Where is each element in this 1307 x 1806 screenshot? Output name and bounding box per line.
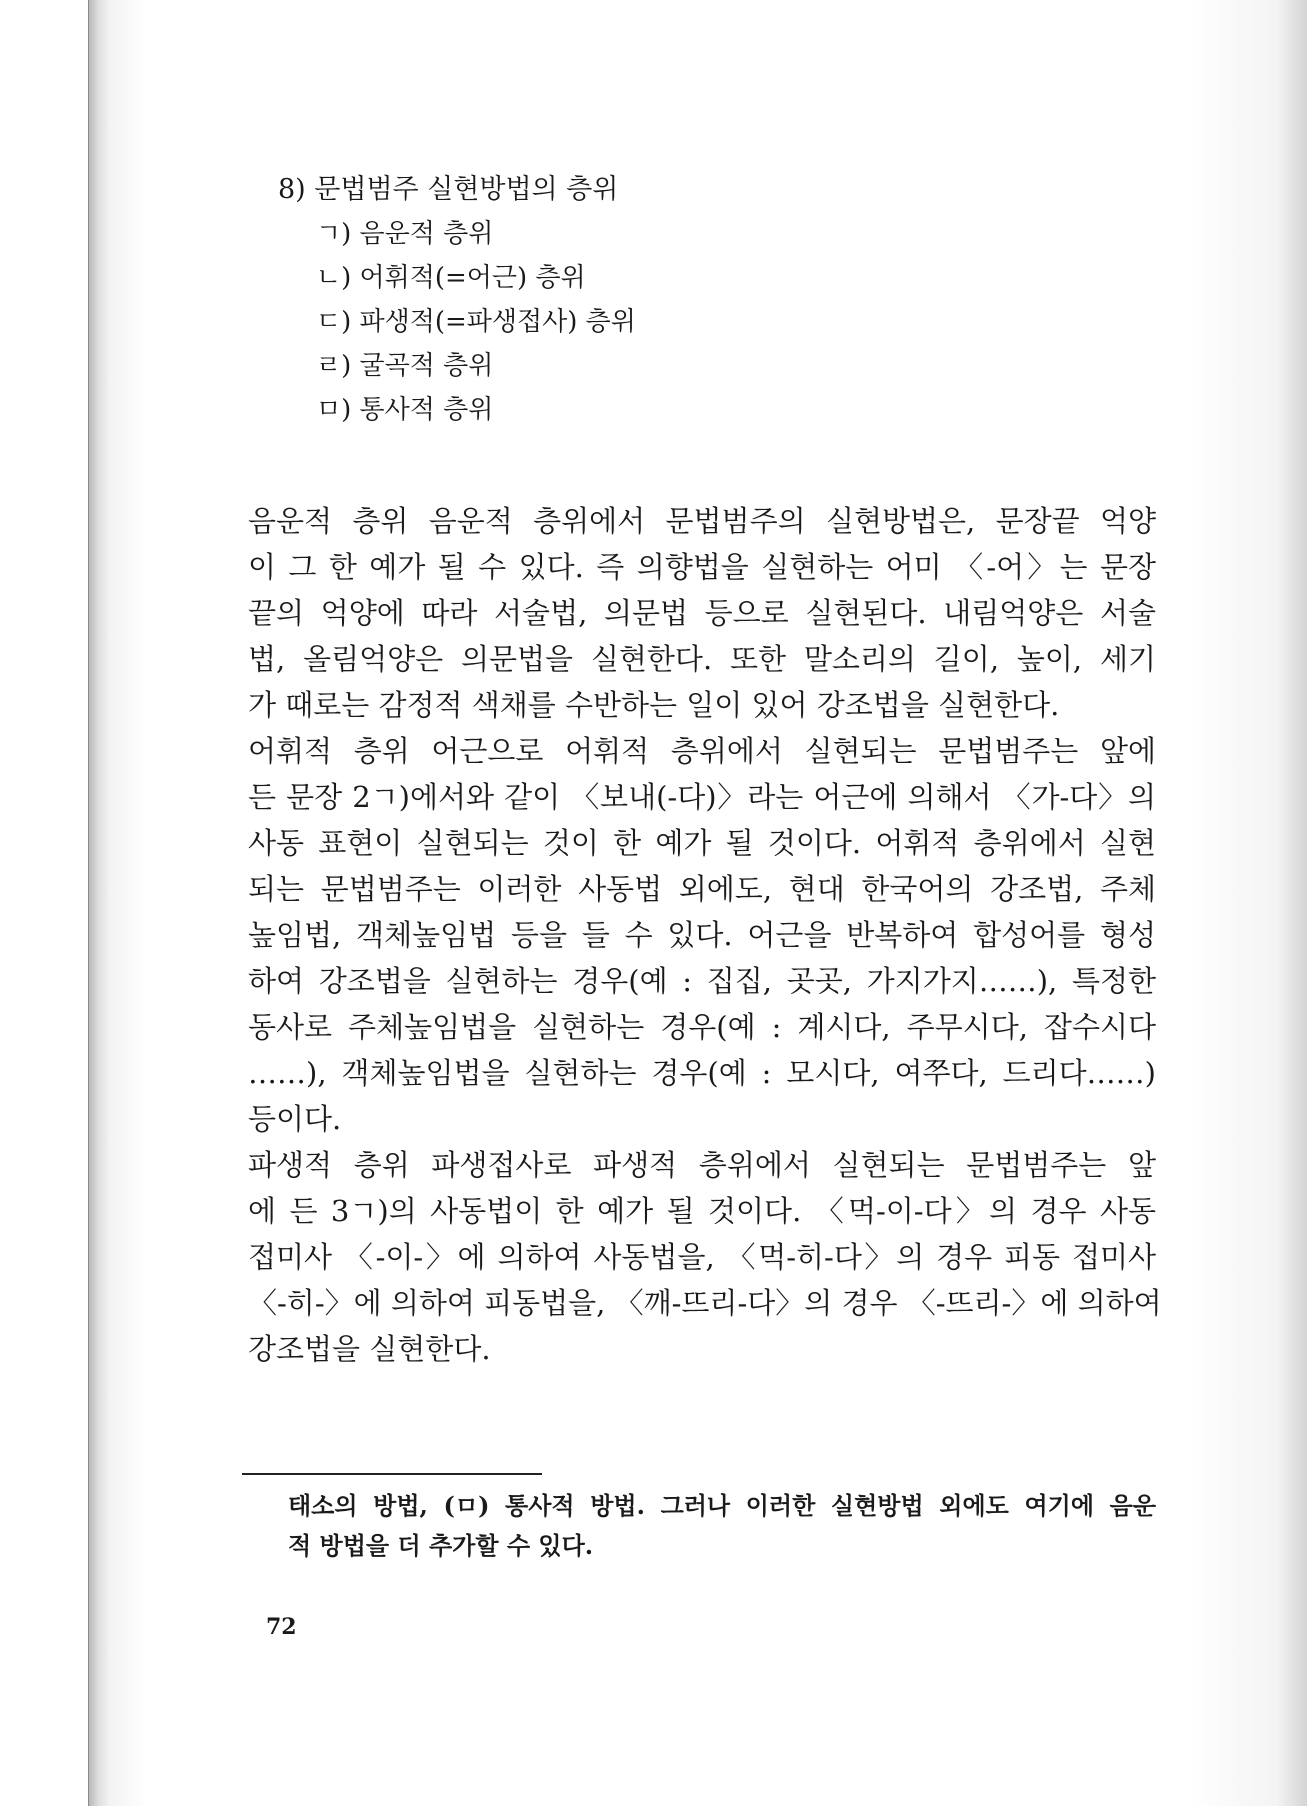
paragraph-lexical bbox=[248, 728, 1156, 1142]
footnote bbox=[288, 1486, 1156, 1566]
page-shadow bbox=[1277, 0, 1307, 1806]
footnote-divider bbox=[242, 1473, 542, 1475]
outline-item: ㄷ) 파생적(=파생접사) 층위 bbox=[316, 307, 636, 337]
page-number: 72 bbox=[266, 1614, 297, 1640]
outline-list bbox=[278, 168, 636, 432]
outline-item: ㄱ) 음운적 층위 bbox=[316, 219, 494, 249]
text-line: 하여 강조법을 실현하는 경우(예 : 집집, 곳곳, 가지가지……), 특정한 bbox=[248, 964, 1156, 998]
text-line: 등이다. bbox=[248, 1102, 342, 1136]
text-line: 높임법, 객체높임법 등을 들 수 있다. 어근을 반복하여 합성어를 형성 bbox=[248, 918, 1156, 952]
text-line: ……), 객체높임법을 실현하는 경우(예 : 모시다, 여쭈다, 드리다……) bbox=[248, 1056, 1156, 1090]
text-line: 파생적 층위 파생접사로 파생적 층위에서 실현되는 문법범주는 앞 bbox=[248, 1148, 1156, 1182]
text-line: 이 그 한 예가 될 수 있다. 즉 의향법을 실현하는 어미 〈-어〉는 문장 bbox=[248, 550, 1156, 584]
text-line: 어휘적 층위 어근으로 어휘적 층위에서 실현되는 문법범주는 앞에 bbox=[248, 734, 1156, 768]
footnote-line: 태소의 방법, (ㅁ) 통사적 방법. 그러나 이러한 실현방법 외에도 여기에 음운 bbox=[288, 1491, 1156, 1520]
text-line: 사동 표현이 실현되는 것이 한 예가 될 것이다. 어휘적 층위에서 실현 bbox=[248, 826, 1156, 860]
text-line: 음운적 층위 음운적 층위에서 문법범주의 실현방법은, 문장끝 억양 bbox=[248, 504, 1156, 538]
paragraph-phonological bbox=[248, 498, 1156, 728]
text-line: 동사로 주체높임법을 실현하는 경우(예 : 계시다, 주무시다, 잡수시다 bbox=[248, 1010, 1156, 1044]
text-line: 에 든 3ㄱ)의 사동법이 한 예가 될 것이다. 〈먹-이-다〉의 경우 사동 bbox=[248, 1194, 1156, 1228]
outline-title: 8) 문법범주 실현방법의 층위 bbox=[278, 174, 619, 205]
text-line: 되는 문법범주는 이러한 사동법 외에도, 현대 한국어의 강조법, 주체 bbox=[248, 872, 1156, 906]
text-line: 끝의 억양에 따라 서술법, 의문법 등으로 실현된다. 내림억양은 서술 bbox=[248, 596, 1156, 630]
outline-item: ㄹ) 굴곡적 층위 bbox=[316, 351, 494, 381]
text-line: 접미사 〈-이-〉에 의하여 사동법을, 〈먹-히-다〉의 경우 피동 접미사 bbox=[248, 1240, 1156, 1274]
body-text bbox=[248, 498, 1162, 1372]
paragraph-derivational bbox=[248, 1142, 1162, 1372]
footnote-line: 적 방법을 더 추가할 수 있다. bbox=[288, 1531, 594, 1560]
text-line: 법, 올림억양은 의문법을 실현한다. 또한 말소리의 길이, 높이, 세기 bbox=[248, 642, 1156, 676]
text-line: 〈-히-〉에 의하여 피동법을, 〈깨-뜨리-다〉의 경우 〈-뜨리-〉에 의하여 bbox=[248, 1286, 1162, 1320]
text-line: 든 문장 2ㄱ)에서와 같이 〈보내(-다)〉라는 어근에 의해서 〈가-다〉의 bbox=[248, 780, 1156, 814]
outline-item: ㄴ) 어휘적(=어근) 층위 bbox=[316, 263, 586, 293]
text-line: 가 때로는 감정적 색채를 수반하는 일이 있어 강조법을 실현한다. bbox=[248, 688, 1060, 722]
outline-item: ㅁ) 통사적 층위 bbox=[316, 395, 494, 425]
text-line: 강조법을 실현한다. bbox=[248, 1332, 491, 1366]
